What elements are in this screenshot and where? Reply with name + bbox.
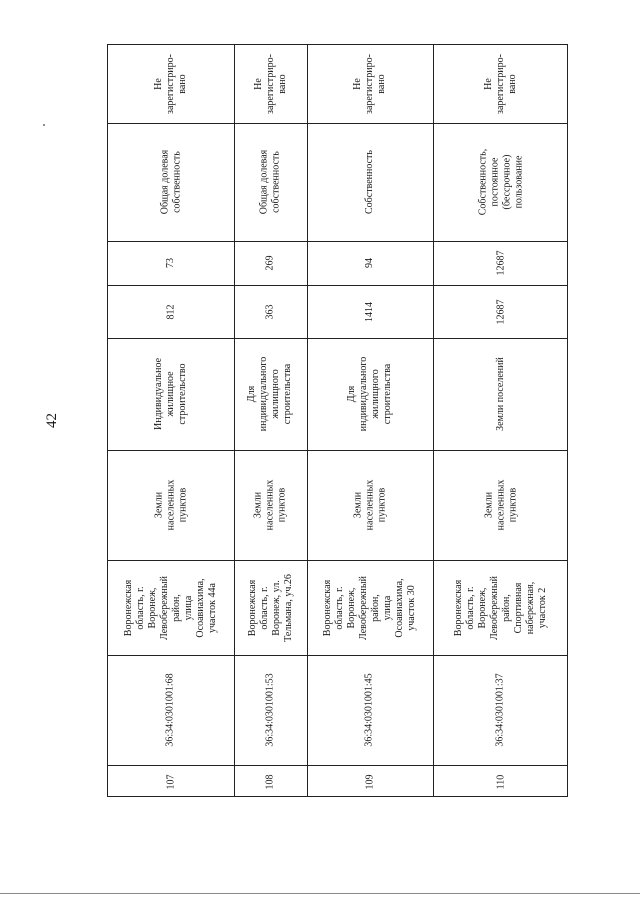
right-type-text: Собственность	[364, 150, 375, 214]
land-category-text: Земли населенных пунктов	[252, 479, 288, 531]
permitted-use-text: Для индивидуального жилищного строительства	[345, 356, 393, 432]
row-number-text: 109	[364, 774, 375, 789]
area-text: 363	[264, 304, 276, 319]
address-cell	[108, 560, 234, 655]
registration-status-cell	[433, 45, 569, 123]
registration-status-cell	[108, 45, 234, 123]
registration-status-text: Не зарегистриро- вано	[483, 54, 518, 114]
permitted-use-cell	[307, 338, 433, 450]
land-category-cell	[433, 450, 569, 560]
right-type-text: Общая долевая собственность	[159, 149, 182, 215]
row-number-cell	[307, 765, 433, 798]
land-category-cell	[234, 450, 307, 560]
cadastral-number-cell	[234, 655, 307, 765]
area-cell	[234, 285, 307, 338]
land-plots-table	[107, 44, 568, 797]
area-cell	[307, 285, 433, 338]
share-text: 269	[264, 255, 276, 271]
share-text: 73	[165, 258, 176, 268]
area-text: 812	[165, 304, 176, 319]
registration-status-cell	[234, 45, 307, 123]
address-cell	[433, 560, 569, 655]
share-cell	[108, 241, 234, 285]
page-bottom-rule	[0, 893, 640, 894]
land-category-text: Земли населенных пунктов	[351, 479, 387, 531]
row-number-cell	[108, 765, 234, 798]
page-number-text: 42	[43, 412, 60, 428]
registration-status-text: Не зарегистриро- вано	[153, 54, 188, 114]
registration-status-text: Не зарегистриро- вано	[352, 54, 387, 114]
area-cell	[433, 285, 569, 338]
right-type-cell	[433, 123, 569, 241]
permitted-use-text: Для индивидуального жилищного строительства	[246, 356, 294, 432]
cadastral-number-cell	[433, 655, 569, 765]
scan-speck	[43, 124, 45, 126]
address-cell	[234, 560, 307, 655]
share-text: 94	[364, 258, 375, 268]
row-number-cell	[234, 765, 307, 798]
cadastral-number-cell	[108, 655, 234, 765]
row-number-text: 107	[165, 774, 176, 789]
area-text: 12687	[495, 299, 506, 324]
right-type-cell	[234, 123, 307, 241]
right-type-cell	[307, 123, 433, 241]
address-text: Воронежская область, г. Воронеж, ул. Тельмана, уч.26	[246, 573, 294, 642]
address-cell	[307, 560, 433, 655]
share-cell	[234, 241, 307, 285]
area-text: 1414	[364, 301, 375, 322]
cadastral-number-text: 36:34:0301001:53	[264, 673, 276, 747]
permitted-use-text: Индивидуальное жилищное строительство	[153, 357, 188, 431]
share-cell	[307, 241, 433, 285]
right-type-text: Собственность, постоянное (бессрочное) пользование	[477, 148, 524, 216]
cadastral-number-text: 36:34:0301001:45	[364, 673, 375, 747]
row-number-text: 108	[264, 774, 276, 789]
permitted-use-cell	[108, 338, 234, 450]
land-category-cell	[307, 450, 433, 560]
land-category-text: Земли населенных пунктов	[152, 479, 188, 531]
registration-status-cell	[307, 45, 433, 123]
share-text: 12687	[495, 250, 506, 276]
permitted-use-cell	[433, 338, 569, 450]
right-type-cell	[108, 123, 234, 241]
land-category-cell	[108, 450, 234, 560]
row-number-text: 110	[494, 774, 506, 789]
row-number-cell	[433, 765, 569, 798]
cadastral-number-text: 36:34:0301001:68	[165, 673, 176, 747]
cadastral-number-cell	[307, 655, 433, 765]
column-divider	[108, 765, 567, 766]
permitted-use-cell	[234, 338, 307, 450]
address-text: Воронежская область, г. Воронеж, Левобережный район, Спортивная набережная, участок 2	[452, 575, 548, 640]
registration-status-text: Не зарегистриро- вано	[252, 54, 288, 114]
share-cell	[433, 241, 569, 285]
address-text: Воронежская область, г. Воронеж, Левобережный район, улица Осоавиахима, участок 44а	[122, 575, 218, 640]
right-type-text: Общая долевая собственность	[258, 149, 282, 215]
address-text: Воронежская область, г. Воронеж, Левобережный район, улица Осоавиахима, участок 30	[321, 575, 417, 640]
page-number	[38, 395, 66, 445]
area-cell	[108, 285, 234, 338]
land-category-text: Земли населенных пунктов	[482, 479, 518, 531]
cadastral-number-text: 36:34:0301001:37	[495, 673, 506, 747]
permitted-use-text: Земли поселений	[494, 357, 506, 431]
